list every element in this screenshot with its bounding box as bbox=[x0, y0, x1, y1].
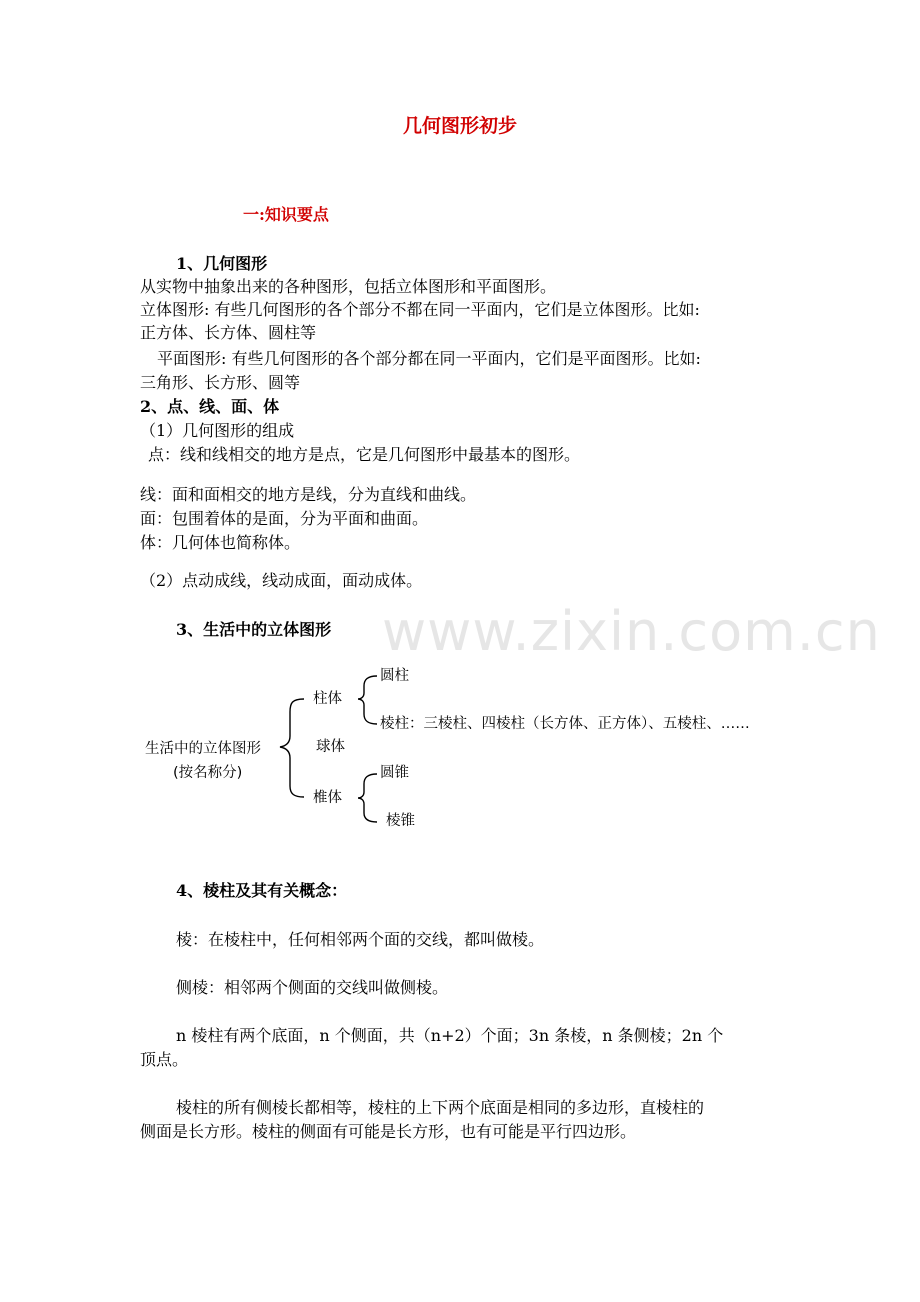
diagram-pyramid: 棱锥 bbox=[386, 813, 415, 829]
paragraph: 线：面和面相交的地方是线，分为直线和曲线。 bbox=[140, 485, 477, 504]
paragraph: 顶点。 bbox=[140, 1050, 189, 1069]
page-title: 几何图形初步 bbox=[402, 115, 517, 137]
diagram-cone: 圆锥 bbox=[380, 765, 409, 781]
paragraph: 侧面是长方形。棱柱的侧面有可能是长方形，也有可能是平行四边形。 bbox=[140, 1122, 637, 1141]
watermark: www.zixin.com.cn bbox=[382, 600, 881, 663]
paragraph: 三角形、长方形、圆等 bbox=[140, 373, 301, 392]
paragraph: 从实物中抽象出来的各种图形，包括立体图形和平面图形。 bbox=[140, 277, 557, 296]
diagram-prism-group: 柱体 bbox=[313, 691, 342, 707]
main-brace bbox=[280, 699, 304, 797]
diagram-root-sub: (按名称分) bbox=[173, 765, 243, 781]
paragraph: 面：包围着体的是面，分为平面和曲面。 bbox=[140, 509, 429, 528]
paragraph: （1）几何图形的组成 bbox=[140, 421, 295, 440]
paragraph: 棱：在棱柱中，任何相邻两个面的交线，都叫做棱。 bbox=[176, 930, 545, 949]
diagram-cone-group: 椎体 bbox=[313, 790, 342, 806]
paragraph: 点：线和线相交的地方是点，它是几何图形中最基本的图形。 bbox=[148, 445, 581, 464]
cone-brace bbox=[358, 774, 377, 822]
prism-brace bbox=[358, 676, 377, 724]
paragraph: 立体图形: 有些几何图形的各个部分不都在同一平面内，它们是立体图形。比如: bbox=[140, 300, 700, 319]
heading-prism-concepts: 4、棱柱及其有关概念： bbox=[176, 881, 348, 900]
paragraph: 棱柱的所有侧棱长都相等，棱柱的上下两个底面是相同的多边形，直棱柱的 bbox=[176, 1098, 705, 1117]
paragraph: n 棱柱有两个底面，n 个侧面，共（n+2）个面；3n 条棱，n 条侧棱；2n 个 bbox=[176, 1026, 724, 1045]
paragraph: 侧棱：相邻两个侧面的交线叫做侧棱。 bbox=[176, 978, 449, 997]
heading-geometric-figures: 1、几何图形 bbox=[176, 254, 268, 273]
heading-point-line-face-body: 2、点、线、面、体 bbox=[140, 397, 280, 416]
paragraph: （2）点动成线，线动成面，面动成体。 bbox=[140, 571, 423, 590]
diagram-root: 生活中的立体图形 bbox=[145, 741, 261, 757]
paragraph: 正方体、长方体、圆柱等 bbox=[140, 323, 317, 342]
diagram-cylinder: 圆柱 bbox=[380, 668, 409, 684]
paragraph: 平面图形: 有些几何图形的各个部分都在同一平面内，它们是平面图形。比如: bbox=[157, 349, 701, 368]
heading-solids-in-life: 3、生活中的立体图形 bbox=[176, 620, 332, 639]
paragraph: 体：几何体也简称体。 bbox=[140, 533, 301, 552]
section-heading-knowledge: 一:知识要点 bbox=[243, 205, 329, 224]
diagram-prism: 棱柱：三棱柱、四棱柱（长方体、正方体）、五棱柱、…… bbox=[380, 716, 750, 732]
diagram-sphere: 球体 bbox=[316, 739, 345, 755]
